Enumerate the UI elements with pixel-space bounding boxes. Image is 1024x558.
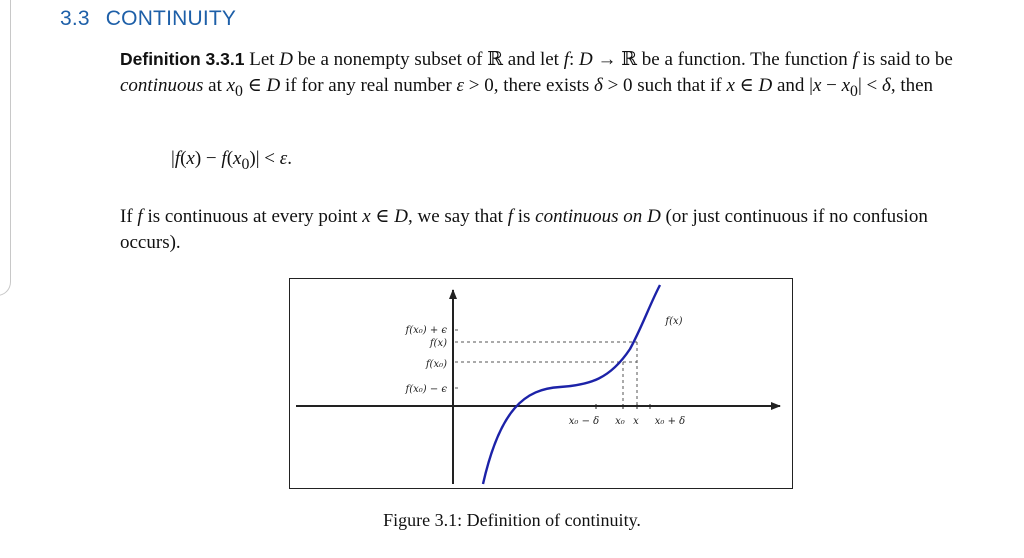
definition-text: ∈ [242, 75, 267, 96]
section-number: 3.3 [60, 7, 90, 30]
math-symbol: x [186, 148, 195, 169]
y-label-f-x0-plus-eps: f(x₀) + ϵ [405, 325, 447, 336]
math-symbol: δ [593, 75, 603, 96]
definition-text: | < [857, 75, 882, 96]
math-symbol: δ [882, 75, 891, 96]
definition-text: − [821, 75, 842, 96]
x-label-x0-plus-delta: x₀ + δ [654, 416, 686, 427]
definition-text: > 0 such that if [602, 75, 727, 96]
math-symbol: x [233, 148, 242, 169]
equation-part: )| < [249, 148, 280, 169]
definition-text: and | [772, 75, 813, 96]
math-symbol: D [647, 206, 661, 227]
function-curve [483, 285, 660, 484]
math-symbol: D [279, 49, 294, 70]
definition-label: Definition 3.3.1 [120, 49, 245, 69]
math-symbol: ε [456, 75, 464, 96]
definition-text: is said to be [857, 49, 953, 70]
math-symbol: f [221, 148, 227, 169]
math-subscript: 0 [235, 82, 243, 100]
figure-caption: Figure 3.1: Definition of continuity. [383, 510, 641, 530]
math-symbol: x [812, 75, 822, 96]
emphasis-term: continuous on [535, 206, 648, 227]
definition-text: , then [890, 75, 934, 96]
equation-part: . [287, 148, 292, 169]
math-symbol: f [174, 148, 181, 169]
definition-block [120, 46, 970, 105]
display-equation [171, 148, 292, 174]
definition-text: at [203, 75, 227, 96]
x-label-x0-minus-delta: x₀ − δ [568, 416, 600, 427]
definition-text: Let [244, 49, 280, 70]
math-symbol: f [137, 206, 143, 227]
equation-part: ( [180, 148, 187, 169]
y-label-f-x0-minus-eps: f(x₀) − ϵ [405, 384, 447, 395]
math-symbol: D [394, 206, 408, 227]
math-symbol: f [563, 49, 569, 70]
math-symbol: f [507, 206, 513, 227]
definition-text: → ℝ be a function. The function [592, 49, 853, 70]
x-label-x0: x₀ [615, 416, 625, 427]
page-margin-line [0, 0, 11, 296]
paragraph-text: is [512, 206, 536, 227]
definition-text: if for any real number [280, 75, 457, 96]
math-symbol: D [758, 75, 773, 96]
x-label-x: x [633, 416, 639, 427]
section-heading [60, 7, 236, 31]
paragraph-text: (or just continuous if no confusion occurs). [120, 206, 928, 253]
math-symbol: x [362, 206, 371, 227]
paragraph-text: If [120, 206, 138, 227]
math-subscript: 0 [241, 155, 250, 173]
math-symbol: D [266, 75, 281, 96]
math-symbol: f [852, 49, 858, 70]
definition-text: be a nonempty subset of ℝ and let [293, 49, 564, 70]
math-subscript: 0 [850, 82, 858, 100]
math-symbol: D [579, 49, 593, 70]
equation-part: | [171, 148, 175, 169]
continuity-on-set-paragraph [120, 204, 970, 256]
paragraph-text: is continuous at every point [142, 206, 363, 227]
math-symbol: x [841, 75, 851, 96]
continuity-diagram [290, 279, 794, 490]
math-symbol: x [726, 75, 735, 96]
paragraph-text: ∈ [370, 206, 395, 227]
equation-part: ) − [194, 148, 222, 169]
emphasis-term: continuous [120, 75, 204, 96]
math-symbol: x [226, 75, 236, 96]
definition-text: > 0, there exists [464, 75, 594, 96]
continuity-figure [289, 278, 793, 489]
y-label-f-x0: f(x₀) [425, 359, 447, 370]
equation-part: ( [226, 148, 234, 169]
curve-label: f(x) [665, 316, 683, 327]
paragraph-text: , we say that [407, 206, 508, 227]
section-title: CONTINUITY [105, 7, 237, 30]
definition-text: ∈ [734, 75, 759, 96]
math-symbol: ε [279, 148, 288, 169]
y-label-f-x: f(x) [429, 338, 447, 349]
definition-text: : [568, 49, 579, 70]
